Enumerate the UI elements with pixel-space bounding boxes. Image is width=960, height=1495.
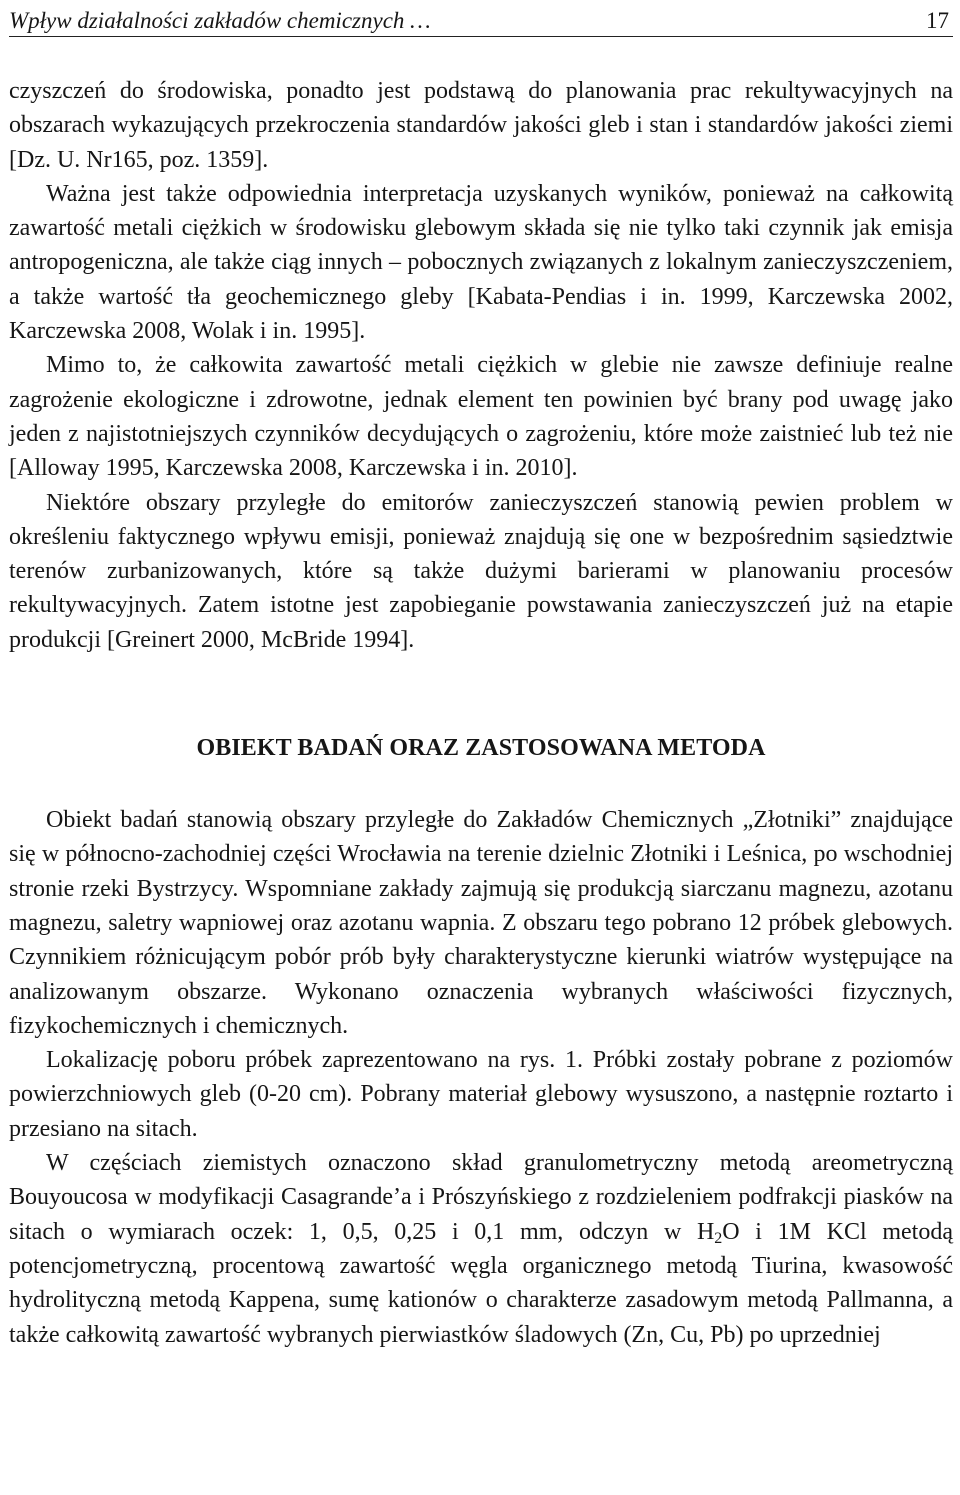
paragraph: Mimo to, że całkowita zawartość metali ciężkich w glebie nie zawsze definiuje realne zagrożenie ekologiczne i zdrowotne, jednak element ten powinien być brany pod uwagę jako jeden z najistotniejszych czynników decydujących o zagrożeniu, które może zaistnieć lub też nie [Alloway 1995, Karczewska 2008, Karczewska i in. 2010]. [9,352,953,482]
paragraph-text: W częściach ziemistych oznaczono skład granulometryczny metodą areometryczną Bouyoucosa w modyfikacji Casagrande’a i Prószyńskiego z rozdzieleniem podfrakcji piasków na sitach o wymiarach oczek: 1, 0,5, 0,25 i 0,1 mm, odczyn w H [9,1150,953,1245]
paragraph: Ważna jest także odpowiednia interpretacja uzyskanych wyników, ponieważ na całkowitą zawartość metali ciężkich w środowisku glebowym składa się nie tylko taki czynnik jak emisja antropogeniczna, ale także ciąg innych – pobocznych związanych z lokalnym zanieczyszczeniem, a także wartość tła geochemicznego gleby [Kabata-Pendias i in. 1999, Karczewska 2002, Karczewska 2008, Wolak i in. 1995]. [9,180,953,345]
document-page [9,0,953,1352]
running-title: Wpływ działalności zakładów chemicznych … [9,8,431,33]
section-heading: OBIEKT BADAŃ ORAZ ZASTOSOWANA METODA [196,735,766,762]
paragraph-text: O i 1M KCl metodą potencjometryczną, procentową zawartość węgla organicznego metodą Tiurina, kwasowość hydrolityczną metodą Kappena, sumę kationów o charakterze zasadowym metodą Pallmanna, a także całkowitą zawartość wybranych pierwiastków śladowych (Zn, Cu, Pb) po uprzedniej [9,1218,953,1348]
page-number: 17 [926,8,949,33]
running-header [9,0,953,37]
paragraph: Lokalizację poboru próbek zaprezentowano na rys. 1. Próbki zostały pobrane z poziomów powierzchniowych gleb (0-20 cm). Pobrany materiał glebowy wysuszono, a następnie roztarto i przesiano na sitach. [9,1047,953,1142]
paragraph [9,1146,953,1352]
paragraph: Niektóre obszary przyległe do emitorów zanieczyszczeń stanowią pewien problem w określeniu faktycznego wpływu emisji, ponieważ znajdują się one w bezpośrednim sąsiedztwie terenów zurbanizowanych, które są także dużymi barierami w planowaniu procesów rekultywacyjnych. Zatem istotne jest zapobieganie powstawania zanieczyszczeń już na etapie produkcji [Greinert 2000, McBride 1994]. [9,489,953,653]
body-text [9,74,953,1352]
paragraph: czyszczeń do środowiska, ponadto jest podstawą do planowania prac rekultywacyjnych na obszarach wykazujących przekroczenia standardów jakości gleb i stan i standardów jakości ziemi [Dz. U. Nr165, poz. 1359]. [9,78,953,173]
subscript: 2 [714,1229,723,1247]
paragraph: Obiekt badań stanowią obszary przyległe do Zakładów Chemicznych „Złotniki” znajdujące się w północno-zachodniej części Wrocławia na terenie dzielnic Złotniki i Leśnica, po wschodniej stronie rzeki Bystrzycy. Wspomniane zakłady zajmują się produkcją siarczanu magnezu, azotanu magnezu, saletry wapniowej oraz azotanu wapnia. Z obszaru tego pobrano 12 próbek glebowych. Czynnikiem różnicującym pobór prób były charakterystyczne kierunki wiatrów występujące na analizowanym obszarze. Wykonano oznaczenia wybranych właściwości fizycznych, fizykochemicznych i chemicznych. [9,807,953,1039]
